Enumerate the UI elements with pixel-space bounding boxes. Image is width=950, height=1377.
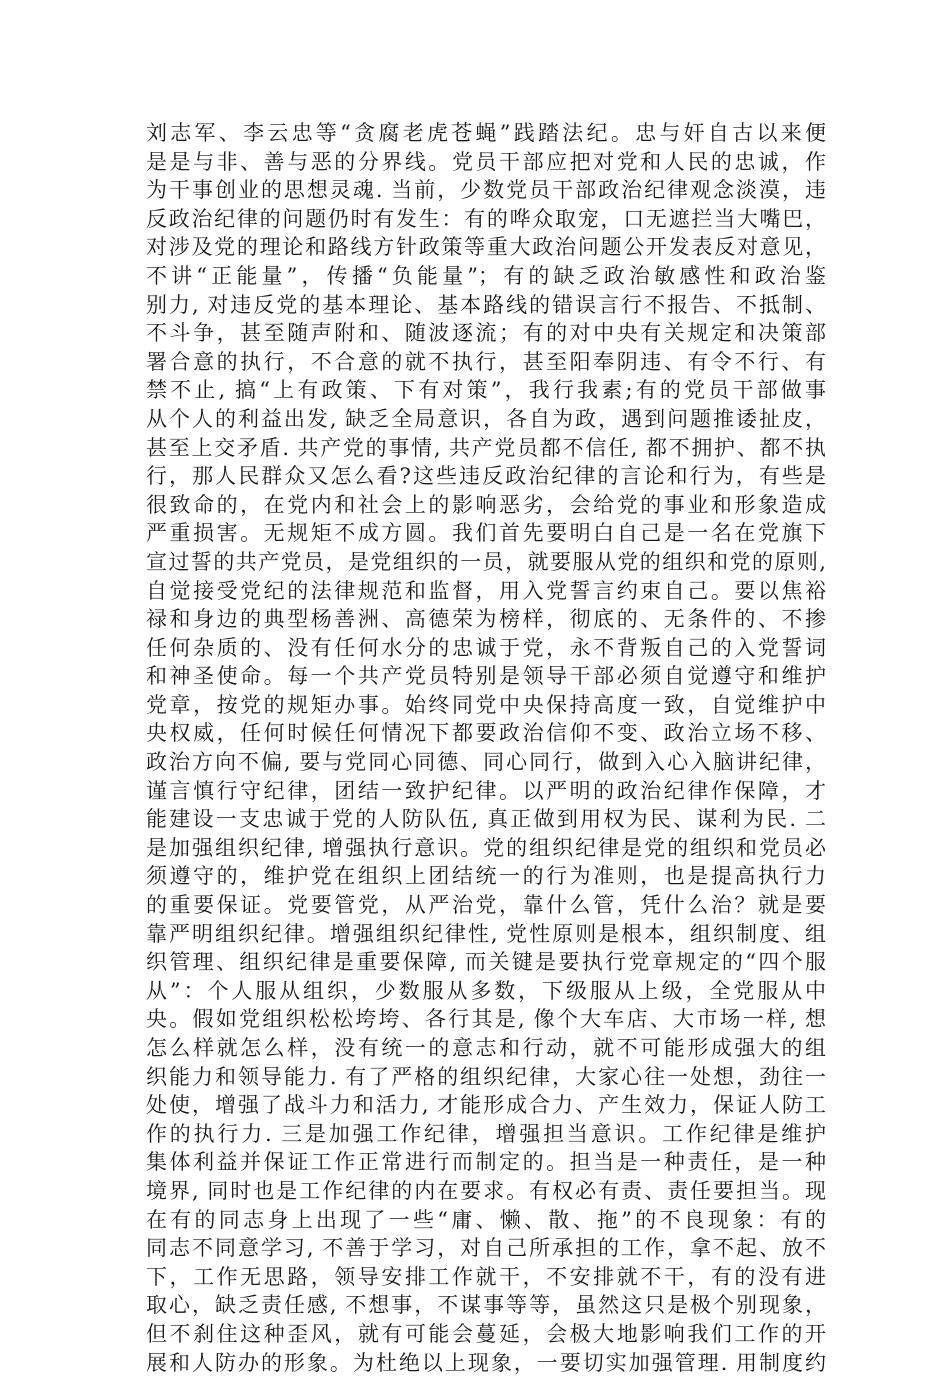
text-line: 对涉及党的理论和路线方针政策等重大政治问题公开发表反对意见， — [146, 235, 826, 260]
text-line: 别力, 对违反党的基本理论、基本路线的错误言行不报告、不抵制、 — [146, 292, 826, 317]
text-line: 靠严明组织纪律。增强组织纪律性, 党性原则是根本，组织制度、组 — [146, 921, 826, 946]
text-line: 织管理、组织纪律是重要保障, 而关键是要执行党章规定的“四个服 — [146, 950, 826, 975]
text-line: 但不刹住这种歪风，就有可能会蔓延，会极大地影响我们工作的开 — [146, 1321, 826, 1346]
text-line: 行，那人民群众又怎么看?这些违反政治纪律的言论和行为，有些是 — [146, 464, 826, 489]
text-line: 处使，增强了战斗力和活力, 才能形成合力、产生效力，保证人防工 — [146, 1093, 826, 1118]
text-line: 央权威，任何时候任何情况下都要政治信仰不变、政治立场不移、 — [146, 721, 826, 746]
text-line: 境界, 同时也是工作纪律的内在要求。有权必有责、责任要担当。现 — [146, 1178, 826, 1203]
text-line: 自觉接受党纪的法律规范和监督，用入党誓言约束自己。要以焦裕 — [146, 578, 826, 603]
text-line: 为干事创业的思想灵魂. 当前，少数党员干部政治纪律观念淡漠，违 — [146, 178, 826, 203]
text-line: 署合意的执行，不合意的就不执行，甚至阳奉阴违、有令不行、有 — [146, 349, 826, 374]
text-line: 央。假如党组织松松垮垮、各行其是, 像个大车店、大市场一样, 想 — [146, 1007, 826, 1032]
text-line: 禄和身边的典型杨善洲、高德荣为榜样，彻底的、无条件的、不掺 — [146, 607, 826, 632]
text-line: 党章，按党的规矩办事。始终同党中央保持高度一致，自觉维护中 — [146, 692, 826, 717]
text-line: 的重要保证。党要管党，从严治党，靠什么管，凭什么治？就是要 — [146, 893, 826, 918]
text-line: 集体利益并保证工作正常进行而制定的。担当是一种责任，是一种 — [146, 1150, 826, 1175]
text-line: 织能力和领导能力. 有了严格的组织纪律，大家心往一处想，劲往一 — [146, 1064, 826, 1089]
text-line: 能建设一支忠诚于党的人防队伍, 真正做到用权为民、谋利为民. 二 — [146, 807, 826, 832]
text-line: 在有的同志身上出现了一些“庸、懒、散、拖”的不良现象：有的 — [146, 1207, 826, 1232]
text-line: 不斗争，甚至随声附和、随波逐流；有的对中央有关规定和决策部 — [146, 321, 826, 346]
text-line: 甚至上交矛盾. 共产党的事情, 共产党员都不信任, 都不拥护、都不执 — [146, 435, 826, 460]
text-line: 和神圣使命。每一个共产党员特别是领导干部必须自觉遵守和维护 — [146, 664, 826, 689]
text-line: 从个人的利益出发, 缺乏全局意识，各自为政，遇到问题推诿扯皮， — [146, 406, 826, 431]
text-line: 下，工作无思路，领导安排工作就干，不安排就不干，有的没有进 — [146, 1264, 826, 1289]
text-line: 不讲“正能量”，传播“负能量”；有的缺乏政治敏感性和政治鉴 — [146, 263, 826, 288]
text-line: 取心，缺乏责任感, 不想事，不谋事等等，虽然这只是极个别现象， — [146, 1293, 826, 1318]
text-line: 须遵守的，维护党在组织上团结统一的行为准则，也是提高执行力 — [146, 864, 826, 889]
text-line: 刘志军、李云忠等“贪腐老虎苍蝇”践踏法纪。忠与奸自古以来便 — [146, 121, 826, 145]
text-line: 展和人防办的形象。为杜绝以上现象，一要切实加强管理. 用制度约 — [146, 1350, 826, 1375]
text-line: 政治方向不偏, 要与党同心同德、同心同行，做到入心入脑讲纪律， — [146, 750, 826, 775]
text-line: 很致命的，在党内和社会上的影响恶劣，会给党的事业和形象造成 — [146, 492, 826, 517]
text-line: 禁不止, 搞“上有政策、下有对策”，我行我素;有的党员干部做事 — [146, 378, 826, 403]
body-text — [146, 119, 826, 1377]
text-line: 作的执行力. 三是加强工作纪律，增强担当意识。工作纪律是维护 — [146, 1121, 826, 1146]
text-line: 宣过誓的共产党员，是党组织的一员，就要服从党的组织和党的原则, — [146, 549, 826, 574]
text-line: 是加强组织纪律, 增强执行意识。党的组织纪律是党的组织和党员必 — [146, 835, 826, 860]
text-line: 是是与非、善与恶的分界线。党员干部应把对党和人民的忠诚，作 — [146, 149, 826, 174]
text-line: 严重损害。无规矩不成方圆。我们首先要明白自己是一名在党旗下 — [146, 521, 826, 546]
text-line: 反政治纪律的问题仍时有发生：有的哗众取宠，口无遮拦当大嘴巴， — [146, 206, 826, 231]
text-line: 谨言慎行守纪律，团结一致护纪律。以严明的政治纪律作保障，才 — [146, 778, 826, 803]
text-line: 怎么样就怎么样，没有统一的意志和行动，就不可能形成强大的组 — [146, 1036, 826, 1060]
text-line: 从”：个人服从组织，少数服从多数，下级服从上级，全党服从中 — [146, 978, 826, 1003]
text-line: 任何杂质的、没有任何水分的忠诚于党，永不背叛自己的入党誓词 — [146, 635, 826, 660]
text-line: 同志不同意学习, 不善于学习，对自己所承担的工作，拿不起、放不 — [146, 1236, 826, 1261]
